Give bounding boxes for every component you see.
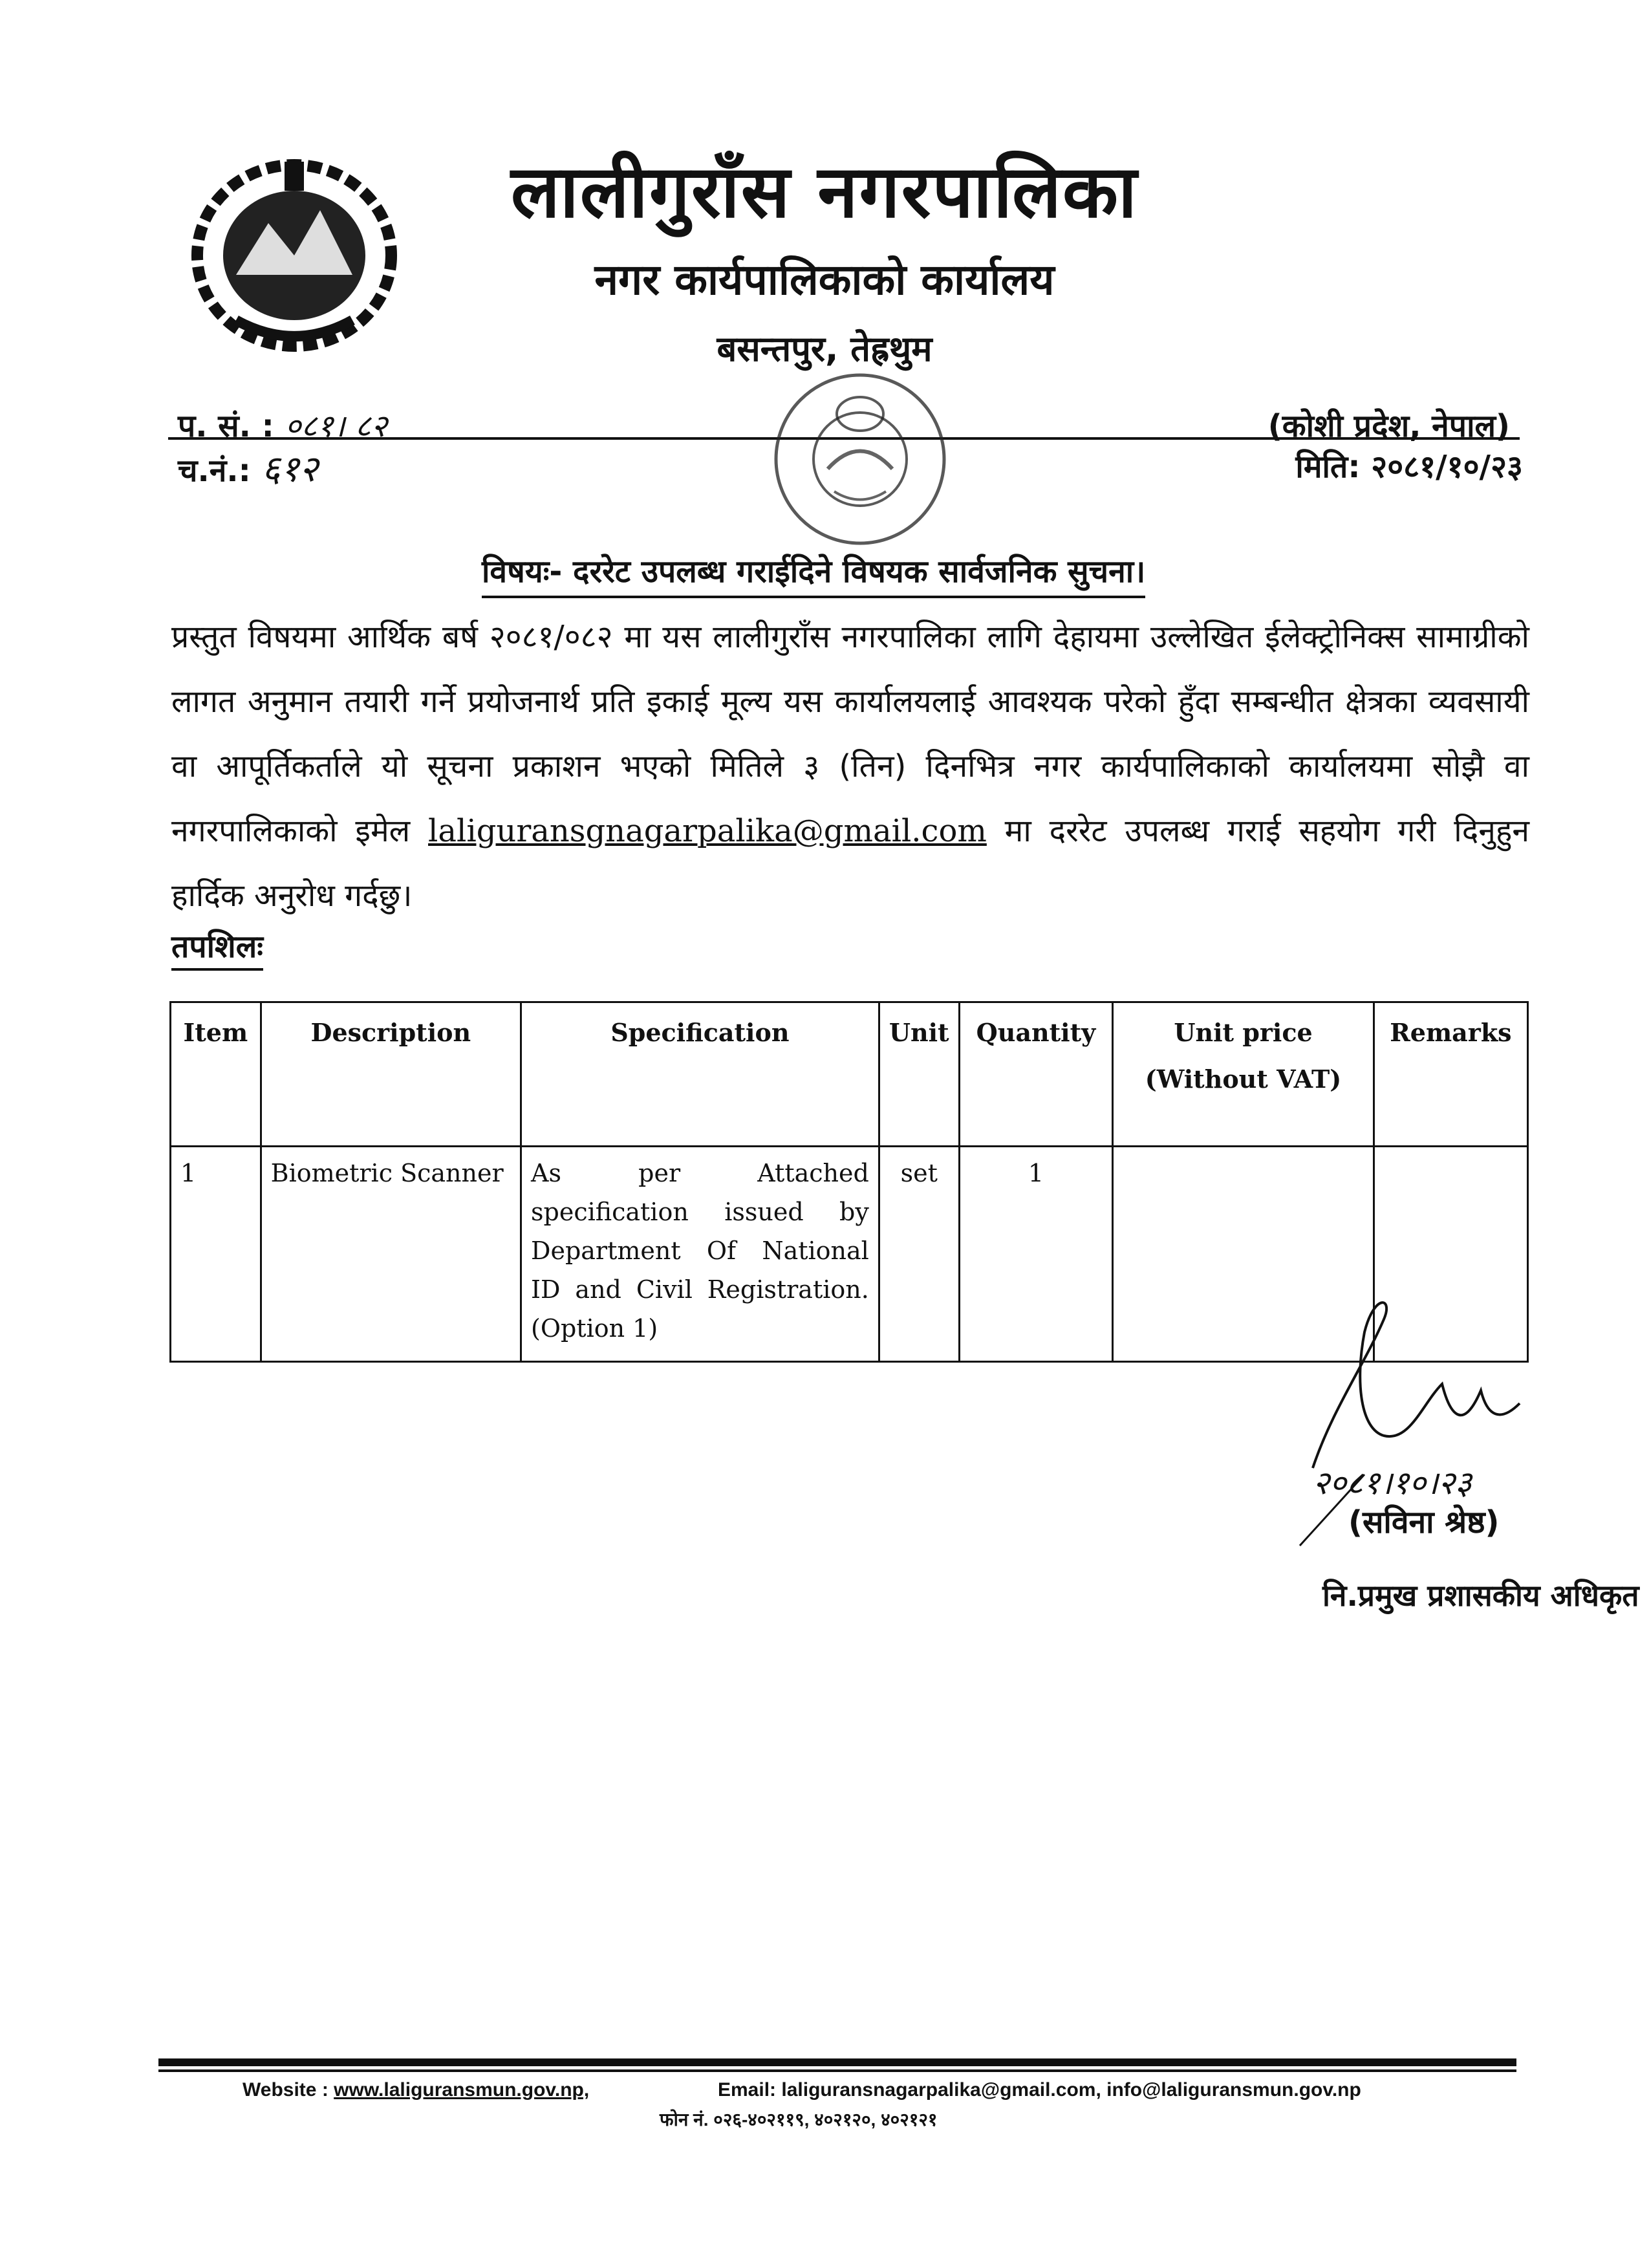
column-description: Description bbox=[261, 1002, 521, 1147]
contact-email-link[interactable]: laliguransgnagarpalika@gmail.com bbox=[428, 813, 987, 849]
cell-quantity: 1 bbox=[959, 1147, 1113, 1362]
website-label: Website : bbox=[242, 2079, 329, 2101]
column-remarks: Remarks bbox=[1374, 1002, 1527, 1147]
reference-number bbox=[178, 404, 387, 446]
body-text-end: मा दररेट उपलब्ध गराई सहयोग गरी दिनुहुन हार्दिक अनुरोध गर्दछु। bbox=[171, 813, 1529, 914]
table-header-row bbox=[171, 1002, 1528, 1147]
footer-rule-thin bbox=[158, 2069, 1516, 2072]
dispatch-value: ६१२ bbox=[261, 448, 318, 490]
unit-price-note: (Without VAT) bbox=[1145, 1064, 1342, 1094]
column-item: Item bbox=[171, 1002, 261, 1147]
date-value: २०८१/१०/२३ bbox=[1371, 449, 1523, 485]
office-address: बसन्तपुर, तेह्रथुम bbox=[717, 329, 932, 369]
date-label: मिति: bbox=[1295, 449, 1361, 485]
footer-phone: फोन नं. ०२६-४०२११९, ४०२१२०, ४०२१२१ bbox=[660, 2110, 938, 2130]
schedule-heading: तपशिलः bbox=[171, 925, 263, 971]
footer-email bbox=[718, 2079, 1361, 2101]
unit-price-label: Unit price bbox=[1174, 1018, 1313, 1047]
column-unit-price bbox=[1113, 1002, 1374, 1147]
dispatch-label: च.नं.: bbox=[178, 453, 251, 489]
cell-description: Biometric Scanner bbox=[261, 1147, 521, 1362]
notice-body bbox=[171, 605, 1529, 928]
dispatch-number bbox=[178, 443, 318, 492]
footer-email-addresses[interactable]: laliguransnagarpalika@gmail.com, info@laliguransmun.gov.np bbox=[781, 2079, 1361, 2101]
footer-website bbox=[242, 2079, 589, 2101]
organization-name: लालीगुराँस नगरपालिका bbox=[510, 150, 1139, 234]
reference-value: ०८१। ८२ bbox=[285, 408, 387, 444]
reference-label: प. सं. : bbox=[178, 408, 274, 444]
body-text-main: प्रस्तुत विषयमा आर्थिक बर्ष २०८१/०८२ मा यस लालीगुराँस नगरपालिका लागि देहायमा उल्लेखित ईलेक्ट्रोनिक्स सामाग्रीको लागत अनुमान तयारी गर्ने प्रयोजनार्थ प्रति इकाई मूल्य यस कार्यालयलाई आवश्यक परेको हुँदा सम्बन्धीत क्षेत्रका व्यवसायी वा आपूर्तिकर्ताले यो सूचना प्रकाशन भएको मितिले ३ (तिन) दिनभित्र नगर कार्यपालिकाको कार्यालयमा सोझै वा नगरपालिकाको इमेल bbox=[171, 619, 1529, 849]
signature-date: २०८१।१०।२३ bbox=[1313, 1464, 1472, 1502]
signer-name: (सविना श्रेष्ठ) bbox=[1348, 1504, 1500, 1540]
office-seal-stamp bbox=[744, 362, 976, 569]
column-quantity: Quantity bbox=[959, 1002, 1113, 1147]
column-unit: Unit bbox=[879, 1002, 959, 1147]
footer-email-label: Email: bbox=[718, 2079, 777, 2101]
footer-rule-thick bbox=[158, 2058, 1516, 2066]
cell-unit: set bbox=[879, 1147, 959, 1362]
province-label: (कोशी प्रदेश, नेपाल) bbox=[1267, 408, 1510, 444]
office-name: नगर कार्यपालिकाको कार्यालय bbox=[594, 255, 1055, 305]
cell-item: 1 bbox=[171, 1147, 261, 1362]
website-link[interactable]: www.laliguransmun.gov.np, bbox=[334, 2079, 590, 2101]
cell-specification: As per Attached specification issued by Department Of National ID and Civil Registration. (Option 1) bbox=[521, 1147, 879, 1362]
notice-subject: विषयः- दररेट उपलब्ध गराईदिने विषयक सार्वजनिक सुचना। bbox=[482, 550, 1145, 598]
letter-date bbox=[1295, 445, 1523, 487]
signer-title: नि.प्रमुख प्रशासकीय अधिकृत bbox=[1322, 1578, 1639, 1613]
column-specification: Specification bbox=[521, 1002, 879, 1147]
